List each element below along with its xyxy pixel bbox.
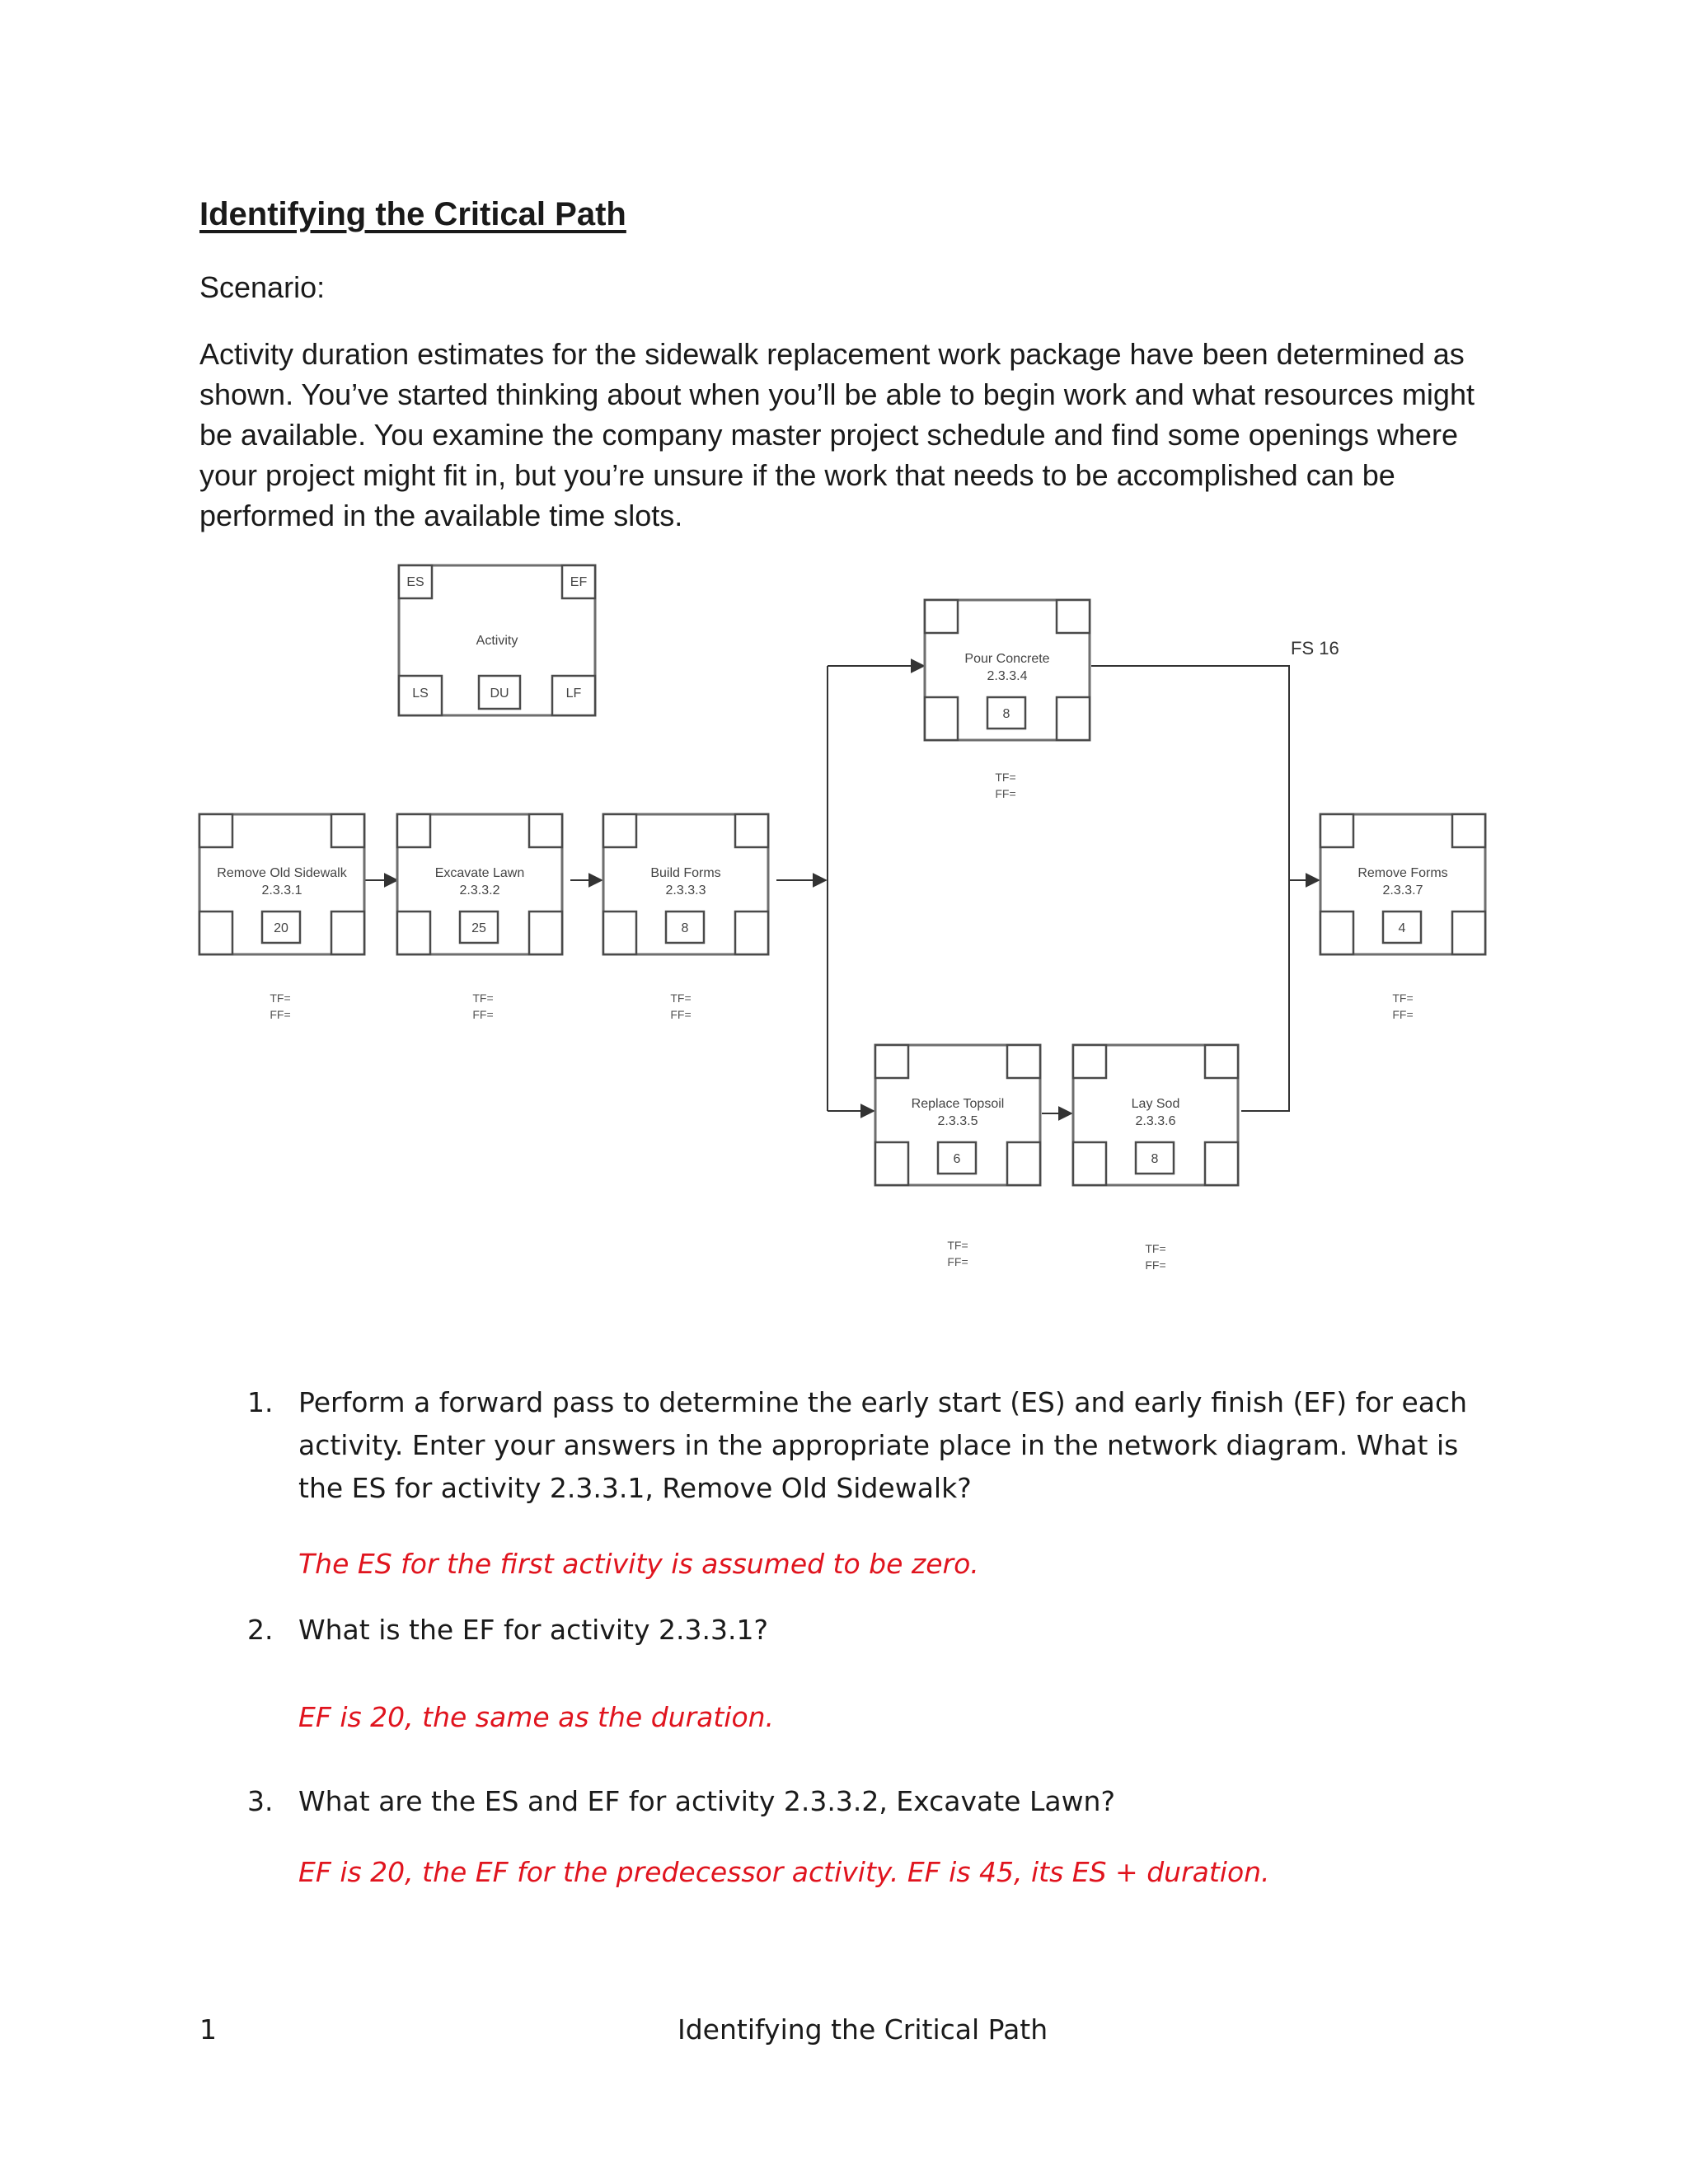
activity-duration: 4 bbox=[1398, 921, 1406, 935]
activity-duration: 6 bbox=[953, 1152, 961, 1166]
activity-name: Excavate Lawn bbox=[434, 866, 525, 880]
free-float-label: FF= bbox=[947, 1255, 968, 1268]
es-cell bbox=[603, 814, 636, 847]
activity-duration: 8 bbox=[1002, 707, 1010, 721]
total-float-label: TF= bbox=[270, 991, 291, 1005]
activity-duration: 8 bbox=[681, 921, 689, 935]
ls-cell bbox=[397, 912, 430, 954]
ls-cell bbox=[1320, 912, 1353, 954]
activity-id: 2.3.3.5 bbox=[937, 1114, 978, 1128]
free-float-label: FF= bbox=[1392, 1008, 1414, 1021]
ef-cell bbox=[735, 814, 768, 847]
page-title: Identifying the Critical Path bbox=[199, 196, 626, 232]
activity-node bbox=[1073, 1045, 1238, 1272]
ls-cell bbox=[925, 697, 958, 740]
arrow-pour-concrete-to-remove-forms bbox=[1091, 666, 1319, 880]
es-cell bbox=[199, 814, 232, 847]
total-float-label: TF= bbox=[947, 1239, 968, 1252]
es-cell bbox=[1320, 814, 1353, 847]
total-float-label: TF= bbox=[1145, 1242, 1166, 1255]
es-cell bbox=[1073, 1045, 1106, 1078]
activity-id: 2.3.3.2 bbox=[459, 883, 500, 898]
lf-cell bbox=[1007, 1142, 1040, 1185]
total-float-label: TF= bbox=[995, 771, 1016, 784]
ef-cell bbox=[331, 814, 364, 847]
activity-id: 2.3.3.1 bbox=[261, 883, 302, 898]
total-float-label: TF= bbox=[670, 991, 692, 1005]
es-cell bbox=[925, 600, 958, 633]
answer-3: EF is 20, the EF for the predecessor activity. EF is 45, its ES + duration. bbox=[298, 1856, 1270, 1888]
free-float-label: FF= bbox=[670, 1008, 692, 1021]
ef-cell bbox=[1007, 1045, 1040, 1078]
ls-cell bbox=[199, 912, 232, 954]
answer-1: The ES for the first activity is assumed to be zero. bbox=[298, 1548, 979, 1580]
free-float-label: FF= bbox=[472, 1008, 494, 1021]
question-1-number: 1. bbox=[247, 1386, 274, 1418]
question-2-number: 2. bbox=[247, 1614, 274, 1646]
activity-name: Remove Old Sidewalk bbox=[217, 866, 347, 880]
lf-cell bbox=[735, 912, 768, 954]
question-3-number: 3. bbox=[247, 1785, 274, 1817]
lf-cell bbox=[331, 912, 364, 954]
es-cell bbox=[875, 1045, 908, 1078]
total-float-label: TF= bbox=[1392, 991, 1414, 1005]
activity-node bbox=[875, 1045, 1040, 1268]
activity-name: Lay Sod bbox=[1131, 1097, 1180, 1111]
legend-lf: LF bbox=[565, 687, 582, 701]
free-float-label: FF= bbox=[270, 1008, 291, 1021]
answer-2: EF is 20, the same as the duration. bbox=[298, 1701, 775, 1733]
activity-name: Build Forms bbox=[650, 866, 721, 880]
legend-node bbox=[399, 565, 595, 715]
lf-cell bbox=[529, 912, 562, 954]
free-float-label: FF= bbox=[995, 787, 1016, 800]
activity-duration: 20 bbox=[274, 921, 288, 935]
lf-cell bbox=[1205, 1142, 1238, 1185]
legend-du: DU bbox=[490, 687, 509, 701]
activity-name: Replace Topsoil bbox=[911, 1097, 1005, 1111]
scenario-label: Scenario: bbox=[199, 270, 326, 304]
question-1-text: Perform a forward pass to determine the early start (ES) and early finish (EF) for each activity. Enter your answers in the appropriate place in the network diagram. What is the ES for activity 2.3.3.1, Remove Old Sidewalk? bbox=[298, 1386, 1468, 1504]
ef-cell bbox=[529, 814, 562, 847]
activity-node bbox=[925, 600, 1090, 800]
activity-node bbox=[1320, 814, 1485, 1021]
activity-id: 2.3.3.4 bbox=[987, 669, 1028, 683]
activity-node bbox=[397, 814, 562, 1021]
footer-title: Identifying the Critical Path bbox=[678, 2013, 1048, 2046]
free-float-label: FF= bbox=[1145, 1258, 1166, 1272]
activity-name: Pour Concrete bbox=[964, 652, 1050, 666]
legend-activity: Activity bbox=[476, 634, 518, 648]
es-cell bbox=[397, 814, 430, 847]
total-float-label: TF= bbox=[472, 991, 494, 1005]
activity-node bbox=[199, 814, 364, 1021]
lf-cell bbox=[1057, 697, 1090, 740]
ls-cell bbox=[875, 1142, 908, 1185]
ls-cell bbox=[1073, 1142, 1106, 1185]
lf-cell bbox=[1452, 912, 1485, 954]
legend-ls: LS bbox=[412, 687, 429, 701]
ls-cell bbox=[603, 912, 636, 954]
activity-name: Remove Forms bbox=[1357, 866, 1448, 880]
ef-cell bbox=[1205, 1045, 1238, 1078]
scenario-text: Activity duration estimates for the sidewalk replacement work package have been determined as shown. You’ve started thinking about when you’ll be able to begin work and what resources might be available. You examine the company master project schedule and find some openings where your project might fit in, but you’re unsure if the work that needs to be accomplished can be performed in the available time slots. bbox=[199, 337, 1475, 532]
connector-lay-sod-to-merge bbox=[1241, 880, 1289, 1111]
activity-duration: 8 bbox=[1151, 1152, 1159, 1166]
question-2-text: What is the EF for activity 2.3.3.1? bbox=[298, 1614, 768, 1646]
legend-es: ES bbox=[406, 575, 424, 589]
ef-cell bbox=[1452, 814, 1485, 847]
lag-label: FS 16 bbox=[1291, 638, 1339, 658]
activity-id: 2.3.3.3 bbox=[665, 883, 706, 898]
question-3-text: What are the ES and EF for activity 2.3.3.2, Excavate Lawn? bbox=[298, 1785, 1115, 1817]
activity-id: 2.3.3.6 bbox=[1135, 1114, 1176, 1128]
activity-node bbox=[603, 814, 768, 1021]
activity-id: 2.3.3.7 bbox=[1382, 883, 1423, 898]
ef-cell bbox=[1057, 600, 1090, 633]
footer-page-number: 1 bbox=[199, 2013, 217, 2046]
legend-ef: EF bbox=[570, 575, 588, 589]
activity-duration: 25 bbox=[471, 921, 486, 935]
